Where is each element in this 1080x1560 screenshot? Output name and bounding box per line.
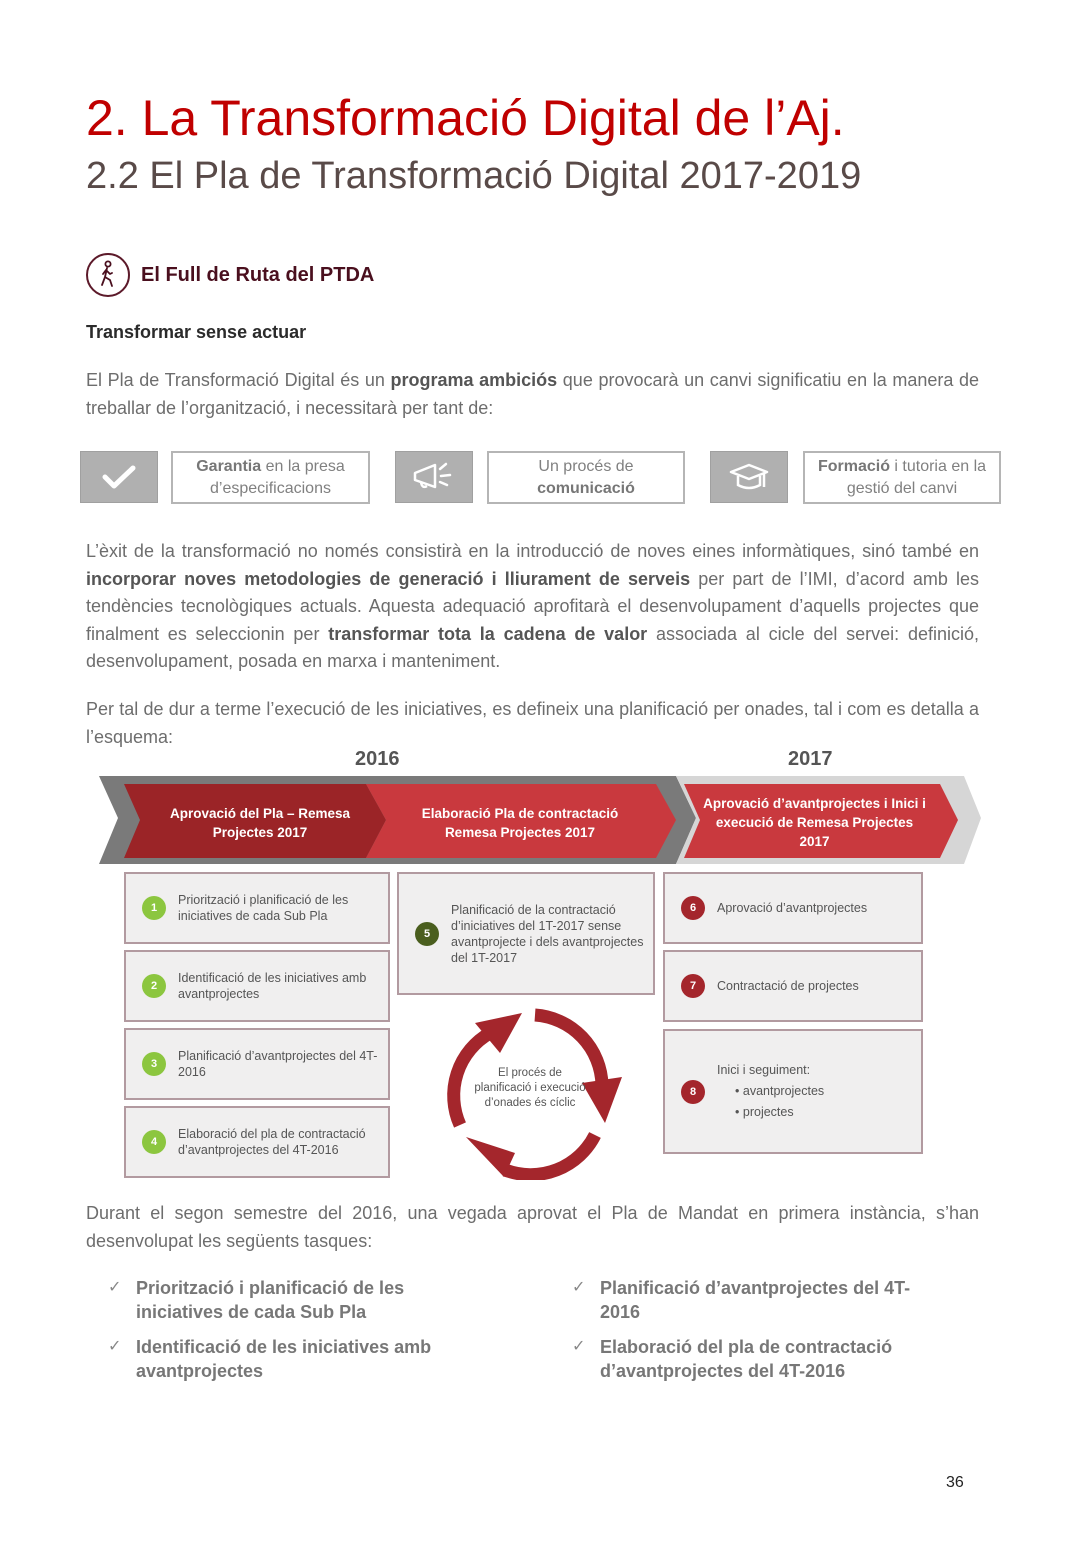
checkmark-icon — [80, 451, 158, 503]
paragraph-text: associada al cicle del servei: definició, desenvolupament, posada en marxa i manteniment. — [86, 623, 980, 671]
stage-label-line: 2017 — [799, 834, 830, 849]
step-card-7 — [663, 950, 923, 1022]
page-number: 36 — [946, 1474, 964, 1491]
subheading: Transformar sense actuar — [86, 322, 307, 342]
paragraph-bold: transformar tota la cadena de valor — [328, 623, 648, 644]
feature-box-communication — [487, 451, 685, 504]
intro-bold: programa ambiciós — [390, 370, 558, 390]
feature-bold: Formació — [817, 457, 890, 475]
cycle-caption-line: planificació i execució — [474, 1082, 586, 1094]
step-card-6 — [663, 872, 923, 944]
megaphone-icon — [395, 451, 473, 503]
step-number-badge: 3 — [142, 1052, 166, 1076]
feature-text: en la presa — [261, 457, 345, 475]
paragraph-text: L’èxit de la transformació no només consistirà en la introducció de noves eines informàtiques, sinó també en — [86, 541, 979, 561]
task-item-2 — [572, 1276, 911, 1324]
task-text: Priorització i planificació de les — [136, 1278, 405, 1298]
checkmark-icon: ✓ — [108, 1338, 122, 1355]
task-text: Planificació d’avantprojectes del 4T- — [600, 1278, 911, 1298]
step-number-badge: 8 — [681, 1080, 705, 1104]
bullet-text: projectes — [742, 1105, 794, 1119]
task-text: Identificació de les iniciatives amb — [136, 1337, 432, 1357]
cycle-caption — [440, 1066, 620, 1111]
step-card-5 — [397, 872, 655, 995]
step-number-badge: 6 — [681, 896, 705, 920]
stage-1-label — [140, 804, 380, 842]
body-paragraph-transformation — [86, 538, 979, 676]
step-text-heading: Inici i seguiment: — [717, 1063, 811, 1077]
cycle-caption-line: El procés de — [498, 1067, 562, 1079]
section-subtitle: 2.2 El Pla de Transformació Digital 2017-2019 — [86, 155, 862, 197]
chapter-title: 2. La Transformació Digital de l’Aj. — [86, 90, 845, 146]
stage-2-label — [395, 804, 645, 842]
task-text: avantprojectes — [136, 1361, 264, 1381]
step-number-badge: 7 — [681, 974, 705, 998]
checkmark-icon: ✓ — [572, 1279, 586, 1296]
step-text: Aprovació d’avantprojectes — [717, 901, 868, 915]
step-text: Contractació de projectes — [717, 979, 859, 993]
task-item-3 — [108, 1335, 432, 1383]
task-text: Elaboració del pla de contractació — [600, 1337, 893, 1357]
paragraph-text: per part de l’IMI, d’acord amb les tendències tecnològiques actuals. Aquesta adequació aprofitarà el desenvolupament d’aquells projectes que finalment es seleccionin per — [86, 568, 979, 644]
step-card-4 — [124, 1106, 390, 1178]
stage-3-label — [692, 794, 937, 851]
checkmark-icon: ✓ — [572, 1338, 586, 1355]
step-text: Planificació de la contractació d’iniciatives del 1T-2017 sense avantprojecte i dels avantprojectes del 1T-2017 — [451, 902, 644, 965]
bullet-icon: • — [735, 1105, 740, 1119]
step-card-8 — [663, 1029, 923, 1154]
step-bullet — [717, 1102, 824, 1123]
paragraph-bold: incorporar noves metodologies de generació i lliurament de serveis — [86, 568, 691, 589]
step-card-1 — [124, 872, 390, 944]
section-heading: El Full de Ruta del PTDA — [141, 264, 375, 286]
feature-text: i tutoria en la — [889, 457, 987, 475]
body-paragraph-waves: Per tal de dur a terme l’execució de les iniciatives, es defineix una planificació per onades, tal i com es detalla a l’esquema: — [86, 699, 979, 747]
task-text: iniciatives de cada Sub Pla — [136, 1302, 367, 1322]
stage-label-line: Projectes 2017 — [212, 825, 308, 840]
step-number-badge: 4 — [142, 1130, 166, 1154]
graduation-cap-icon — [710, 451, 788, 503]
stage-label-line: Remesa Projectes 2017 — [444, 825, 596, 840]
intro-text-end: que provocarà un canvi significatiu en la manera de treballar de l’organització, i necessitarà per tant de: — [86, 370, 980, 418]
task-text: 2016 — [600, 1302, 641, 1322]
intro-paragraph — [86, 367, 979, 422]
stage-label-line: execució de Remesa Projectes — [715, 815, 914, 830]
step-text: Elaboració del pla de contractació d’avantprojectes del 4T-2016 — [178, 1127, 366, 1157]
feature-box-training — [803, 451, 1001, 504]
step-number-badge: 1 — [142, 896, 166, 920]
feature-box-guarantee — [171, 451, 370, 504]
walking-person-icon — [86, 253, 130, 297]
step-bullet — [717, 1081, 824, 1102]
intro-text: El Pla de Transformació Digital és un — [86, 370, 391, 390]
year-label-2017: 2017 — [788, 748, 833, 770]
task-item-4 — [572, 1335, 893, 1383]
bullet-icon: • — [735, 1084, 740, 1098]
cycle-caption-line: d’onades és cíclic — [484, 1097, 576, 1109]
feature-text-line2: d’especificacions — [210, 479, 331, 497]
year-label-2016: 2016 — [355, 748, 400, 770]
stage-label-line: Elaboració Pla de contractació — [421, 806, 619, 821]
stage-label-line: Aprovació del Pla – Remesa — [169, 806, 351, 821]
step-text — [717, 1060, 824, 1123]
task-text: d’avantprojectes del 4T-2016 — [600, 1361, 846, 1381]
bullet-text: avantprojectes — [742, 1084, 825, 1098]
step-text: Priorització i planificació de les iniciatives de cada Sub Pla — [178, 893, 349, 923]
feature-bold: comunicació — [537, 479, 635, 497]
step-number-badge: 2 — [142, 974, 166, 998]
step-number-badge: 5 — [415, 922, 439, 946]
feature-text: Un procés de — [538, 457, 634, 475]
step-card-3 — [124, 1028, 390, 1100]
checkmark-icon: ✓ — [108, 1279, 122, 1296]
stage-label-line: Aprovació d’avantprojectes i Inici i — [703, 796, 926, 811]
task-item-1 — [108, 1276, 405, 1324]
step-text: Identificació de les iniciatives amb avantprojectes — [178, 971, 367, 1001]
feature-bold: Garantia — [196, 457, 262, 475]
step-card-2 — [124, 950, 390, 1022]
body-paragraph-semester: Durant el segon semestre del 2016, una vegada aprovat el Pla de Mandat en primera instància, s’han desenvolupat les següents tasques: — [86, 1203, 979, 1251]
feature-text-line2: gestió del canvi — [846, 479, 958, 497]
step-text: Planificació d’avantprojectes del 4T-2016 — [178, 1049, 378, 1079]
